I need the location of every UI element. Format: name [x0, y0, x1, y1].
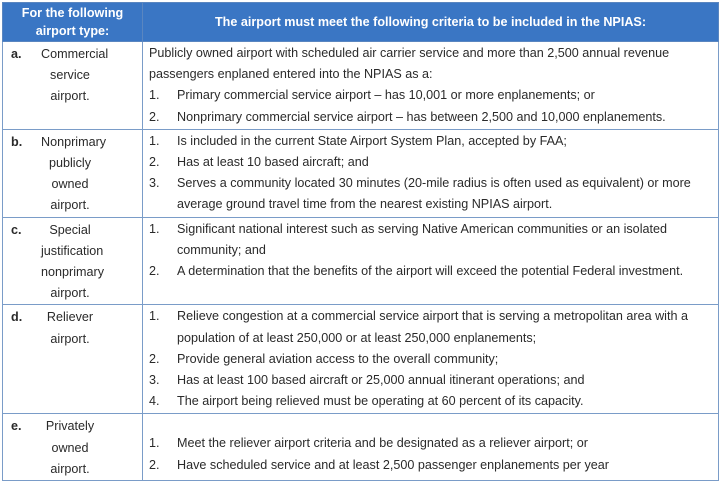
header-airport-type: For the following airport type: — [3, 3, 143, 42]
criteria-item — [149, 107, 714, 128]
criteria-text: Serves a community located 30 minutes (20-mile radius is often used as equivalent) or more average ground travel time from the nearest existing NPIAS airport. — [177, 176, 691, 212]
criteria-number: 3. — [149, 176, 160, 191]
npias-criteria-table — [2, 2, 719, 481]
criteria-list — [149, 433, 714, 475]
row-letter: e. — [11, 419, 22, 434]
criteria-text: Is included in the current State Airport System Plan, accepted by FAA; — [177, 133, 567, 148]
criteria-number: 2. — [149, 351, 160, 366]
criteria-text: Provide general aviation access to the overall community; — [177, 351, 499, 366]
header-criteria: The airport must meet the following criteria to be included in the NPIAS: — [143, 3, 719, 42]
criteria-item — [149, 370, 714, 391]
row-letter: c. — [11, 222, 22, 237]
criteria-item — [149, 433, 714, 454]
criteria-number: 2. — [149, 264, 160, 279]
criteria-number: 2. — [149, 457, 160, 472]
criteria-list — [149, 219, 714, 283]
row-letter: a. — [11, 47, 22, 61]
criteria-intro: Publicly owned airport with scheduled air carrier service and more than 2,500 annual revenue passengers enplaned entered into the NPIAS as a: — [149, 46, 670, 82]
criteria-text: Has at least 100 based aircraft or 25,000 annual itinerant operations; and — [177, 373, 585, 388]
airport-type-cell — [3, 305, 143, 414]
criteria-cell — [143, 42, 719, 130]
criteria-list — [149, 85, 714, 127]
row-letter: d. — [11, 310, 23, 325]
criteria-text: Meet the reliever airport criteria and be designated as a reliever airport; or — [177, 436, 588, 451]
criteria-item — [149, 349, 714, 370]
criteria-text: Has at least 10 based aircraft; and — [177, 155, 369, 170]
airport-type-label: Privately owned airport. — [45, 419, 95, 476]
header-row — [3, 3, 719, 42]
criteria-text: Relieve congestion at a commercial service airport that is serving a metropolitan area with a population of at least 250,000 or at least 250,000 enplanements; — [177, 309, 688, 345]
criteria-number: 1. — [149, 88, 160, 103]
criteria-item — [149, 391, 714, 412]
criteria-number: 1. — [149, 309, 160, 324]
criteria-item — [149, 306, 714, 348]
criteria-list — [149, 306, 714, 412]
row-top-spacer — [149, 415, 714, 433]
criteria-text: Have scheduled service and at least 2,500 passenger enplanements per year — [177, 457, 609, 472]
table-row — [3, 305, 719, 414]
row-letter: b. — [11, 134, 23, 149]
criteria-number: 1. — [149, 221, 160, 236]
criteria-number: 1. — [149, 133, 160, 148]
table-row — [3, 129, 719, 217]
criteria-item — [149, 261, 714, 282]
criteria-item — [149, 173, 714, 215]
criteria-cell — [143, 305, 719, 414]
airport-type-label: Commercial service airport. — [41, 47, 109, 104]
airport-type-label: Nonprimary publicly owned airport. — [41, 134, 107, 213]
criteria-list — [149, 131, 714, 216]
criteria-cell — [143, 129, 719, 217]
criteria-item — [149, 85, 714, 106]
criteria-number: 3. — [149, 373, 160, 388]
criteria-text: A determination that the benefits of the airport will exceed the potential Federal investment. — [177, 264, 684, 279]
table-row — [3, 217, 719, 305]
criteria-item — [149, 131, 714, 152]
criteria-text: The airport being relieved must be operating at 60 percent of its capacity. — [177, 394, 584, 409]
airport-type-cell — [3, 217, 143, 305]
airport-type-label: Reliever airport. — [46, 310, 94, 346]
airport-type-label: Special justification nonprimary airport. — [41, 222, 104, 301]
criteria-cell — [143, 217, 719, 305]
criteria-number: 1. — [149, 436, 160, 451]
airport-type-cell — [3, 42, 143, 130]
table-row — [3, 42, 719, 130]
criteria-item — [149, 152, 714, 173]
criteria-item — [149, 455, 714, 476]
criteria-text: Primary commercial service airport – has 10,001 or more enplanements; or — [177, 88, 595, 103]
criteria-number: 2. — [149, 109, 160, 124]
criteria-text: Nonprimary commercial service airport – has between 2,500 and 10,000 enplanements. — [177, 109, 666, 124]
table-row — [3, 414, 719, 481]
criteria-number: 4. — [149, 394, 160, 409]
criteria-text: Significant national interest such as serving Native American communities or an isolated community; and — [177, 221, 667, 257]
airport-type-cell — [3, 414, 143, 481]
criteria-item — [149, 219, 714, 261]
airport-type-cell — [3, 129, 143, 217]
criteria-number: 2. — [149, 155, 160, 170]
criteria-cell — [143, 414, 719, 481]
